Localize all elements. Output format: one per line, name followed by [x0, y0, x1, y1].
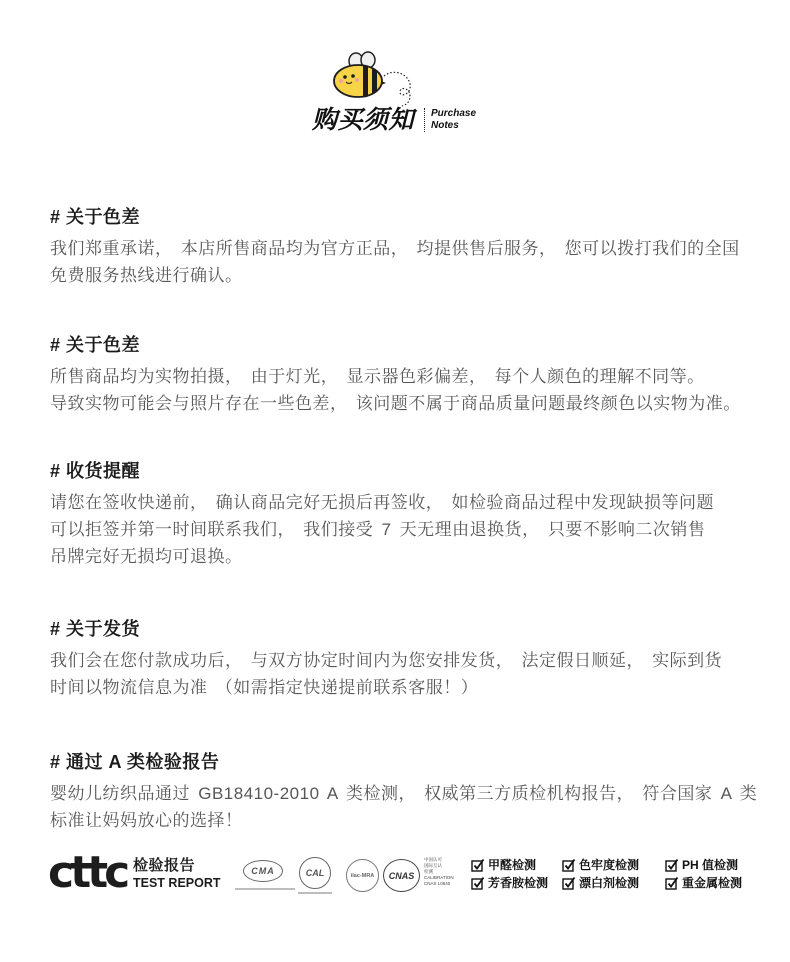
section-heading: # 通过 A 类检验报告 — [50, 752, 220, 772]
cal-logo: CAL — [299, 857, 331, 889]
section-text-line: 婴幼儿纺织品通过 GB18410-2010 A 类检测， 权威第三方质检机构报告， 符合国家 A 类 — [50, 784, 758, 803]
section-text — [50, 780, 770, 834]
test-item-color-fastness — [562, 858, 639, 872]
section-text-line: 请您在签收快递前， 确认商品完好无损后再签收， 如检验商品过程中发现缺损等问题 — [50, 493, 714, 512]
cnas-logo: CNAS — [383, 859, 420, 892]
test-item-label: PH 值检测 — [682, 858, 739, 872]
checkbox-checked-icon — [471, 858, 485, 872]
section-text-line: 我们郑重承诺， 本店所售商品均为官方正品， 均提供售后服务， 您可以拨打我们的全国 — [50, 239, 740, 258]
section-text — [50, 363, 770, 417]
test-item-label: 重金属检测 — [682, 876, 743, 890]
section-text — [50, 489, 770, 570]
section-text-line: 可以拒签并第一时间联系我们， 我们接受 7 天无理由退换货， 只要不影响二次销售 — [50, 520, 706, 539]
test-item-ph — [665, 858, 738, 872]
cnas-caption-line: CALIBRATION — [424, 875, 454, 880]
test-item-bleach — [562, 876, 639, 890]
cal-fineprint — [298, 892, 332, 894]
test-report-title-en: TEST REPORT — [133, 876, 221, 890]
test-item-heavy-metal — [665, 876, 742, 890]
checkbox-checked-icon — [665, 858, 679, 872]
section-text — [50, 235, 770, 289]
checkbox-checked-icon — [562, 858, 576, 872]
test-item-label: 甲醛检测 — [488, 858, 537, 872]
test-item-label: 芳香胺检测 — [488, 876, 549, 890]
cnas-caption — [424, 857, 454, 887]
ilac-mra-logo: ilac-MRA — [346, 859, 379, 892]
section-text-line: 免费服务热线进行确认。 — [50, 266, 243, 285]
section-text — [50, 647, 770, 701]
section-inspection-report — [50, 750, 770, 834]
test-report-title-cn: 检验报告 — [133, 857, 196, 874]
cma-logo: CMA — [243, 860, 283, 882]
section-heading: # 关于色差 — [50, 207, 141, 227]
cnas-caption-line: 检测 — [424, 869, 433, 874]
section-heading: # 关于发货 — [50, 619, 141, 639]
cnas-caption-line: 国际互认 — [424, 863, 442, 868]
test-item-label: 漂白剂检测 — [579, 876, 640, 890]
section-color-difference — [50, 205, 770, 289]
section-text-line: 标准让妈妈放心的选择！ — [50, 811, 243, 830]
section-shipping — [50, 617, 770, 701]
checkbox-checked-icon — [562, 876, 576, 890]
section-receiving-reminder — [50, 459, 770, 570]
subtitle-line-2: Notes — [431, 120, 459, 131]
section-text-line: 我们会在您付款成功后， 与双方协定时间内为您安排发货， 法定假日顺延， 实际到货 — [50, 651, 723, 670]
test-item-label: 色牢度检测 — [579, 858, 640, 872]
section-text-line: 吊牌完好无损均可退换。 — [50, 547, 243, 566]
subtitle-line-1: Purchase — [431, 108, 477, 119]
section-heading: # 收货提醒 — [50, 461, 141, 481]
section-text-line: 时间以物流信息为准 （如需指定快递提前联系客服！） — [50, 678, 479, 697]
page-title: 购买须知 — [312, 106, 415, 134]
bee-icon — [330, 50, 418, 108]
section-text-line: 所售商品均为实物拍摄， 由于灯光， 显示器色彩偏差， 每个人颜色的理解不同等。 — [50, 367, 705, 386]
section-color-difference-2 — [50, 333, 770, 417]
test-item-aromatic-amine — [471, 876, 548, 890]
cma-fineprint — [235, 888, 295, 890]
cnas-caption-line: CNAS L0640 — [424, 881, 451, 886]
checkbox-checked-icon — [471, 876, 485, 890]
section-heading: # 关于色差 — [50, 335, 141, 355]
checkbox-checked-icon — [665, 876, 679, 890]
section-text-line: 导致实物可能会与照片存在一些色差， 该问题不属于商品质量问题最终颜色以实物为准。 — [50, 394, 741, 413]
test-item-formaldehyde — [471, 858, 536, 872]
title-divider — [424, 108, 425, 132]
cttc-logo: cttc — [48, 847, 127, 898]
cnas-caption-line: 中国认可 — [424, 857, 442, 862]
